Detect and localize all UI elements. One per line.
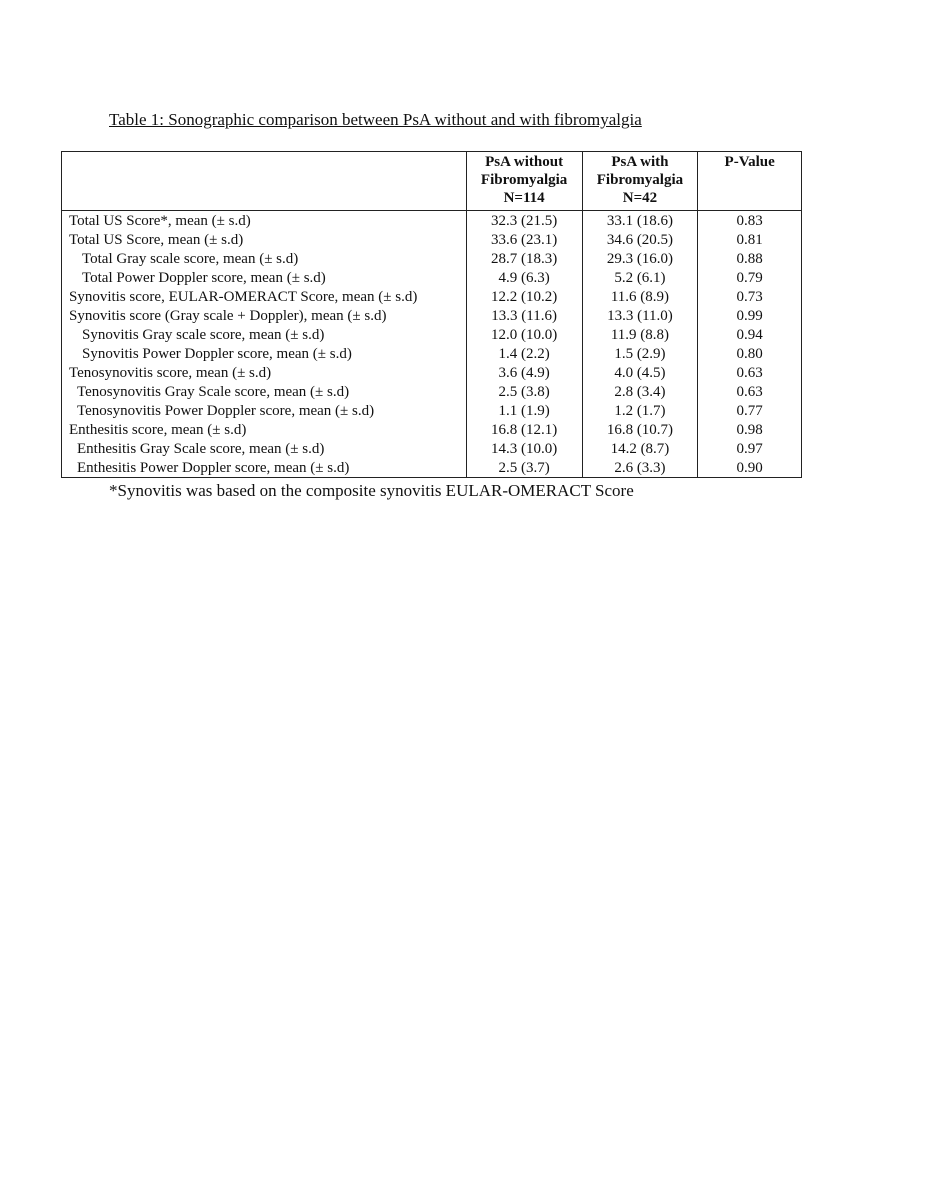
table-row bbox=[62, 306, 802, 325]
value-with: 33.1 (18.6) bbox=[582, 211, 698, 231]
value-without: 2.5 (3.8) bbox=[466, 382, 582, 401]
header-psa-with-line1: PsA with bbox=[611, 154, 669, 170]
row-label: Synovitis Power Doppler score, mean (± s.d) bbox=[62, 344, 467, 363]
p-value: 0.81 bbox=[698, 230, 802, 249]
row-label: Total US Score, mean (± s.d) bbox=[62, 230, 467, 249]
value-with: 1.2 (1.7) bbox=[582, 401, 698, 420]
value-without: 4.9 (6.3) bbox=[466, 268, 582, 287]
row-label: Enthesitis Power Doppler score, mean (± s.d) bbox=[62, 458, 467, 478]
value-without: 2.5 (3.7) bbox=[466, 458, 582, 478]
row-label: Enthesitis score, mean (± s.d) bbox=[62, 420, 467, 439]
p-value: 0.88 bbox=[698, 249, 802, 268]
value-with: 2.6 (3.3) bbox=[582, 458, 698, 478]
table-row bbox=[62, 420, 802, 439]
row-label: Total US Score*, mean (± s.d) bbox=[62, 211, 467, 231]
table-row bbox=[62, 344, 802, 363]
value-without: 14.3 (10.0) bbox=[466, 439, 582, 458]
value-without: 33.6 (23.1) bbox=[466, 230, 582, 249]
row-label: Tenosynovitis Power Doppler score, mean (± s.d) bbox=[62, 401, 467, 420]
table-row bbox=[62, 401, 802, 420]
table-row bbox=[62, 287, 802, 306]
value-with: 34.6 (20.5) bbox=[582, 230, 698, 249]
value-without: 32.3 (21.5) bbox=[466, 211, 582, 231]
value-without: 3.6 (4.9) bbox=[466, 363, 582, 382]
p-value: 0.80 bbox=[698, 344, 802, 363]
value-without: 13.3 (11.6) bbox=[466, 306, 582, 325]
p-value: 0.98 bbox=[698, 420, 802, 439]
value-without: 28.7 (18.3) bbox=[466, 249, 582, 268]
table-row bbox=[62, 382, 802, 401]
value-without: 12.2 (10.2) bbox=[466, 287, 582, 306]
row-label: Total Gray scale score, mean (± s.d) bbox=[62, 249, 467, 268]
p-value: 0.97 bbox=[698, 439, 802, 458]
p-value: 0.83 bbox=[698, 211, 802, 231]
row-label: Synovitis score, EULAR-OMERACT Score, mean (± s.d) bbox=[62, 287, 467, 306]
row-label: Total Power Doppler score, mean (± s.d) bbox=[62, 268, 467, 287]
value-with: 4.0 (4.5) bbox=[582, 363, 698, 382]
row-label: Enthesitis Gray Scale score, mean (± s.d) bbox=[62, 439, 467, 458]
row-label: Synovitis Gray scale score, mean (± s.d) bbox=[62, 325, 467, 344]
table-row bbox=[62, 458, 802, 478]
table-row bbox=[62, 268, 802, 287]
value-with: 13.3 (11.0) bbox=[582, 306, 698, 325]
value-without: 1.4 (2.2) bbox=[466, 344, 582, 363]
p-value: 0.79 bbox=[698, 268, 802, 287]
header-psa-without-line1: PsA without bbox=[485, 154, 564, 170]
data-table bbox=[61, 151, 802, 478]
p-value: 0.63 bbox=[698, 363, 802, 382]
value-with: 1.5 (2.9) bbox=[582, 344, 698, 363]
header-psa-with bbox=[582, 152, 698, 211]
value-with: 16.8 (10.7) bbox=[582, 420, 698, 439]
value-without: 1.1 (1.9) bbox=[466, 401, 582, 420]
header-psa-with-line3: N=42 bbox=[622, 190, 658, 206]
header-psa-without-line2: Fibromyalgia bbox=[480, 172, 568, 188]
row-label: Tenosynovitis score, mean (± s.d) bbox=[62, 363, 467, 382]
value-with: 11.9 (8.8) bbox=[582, 325, 698, 344]
table-row bbox=[62, 211, 802, 231]
value-with: 11.6 (8.9) bbox=[582, 287, 698, 306]
value-with: 14.2 (8.7) bbox=[582, 439, 698, 458]
table-footnote: *Synovitis was based on the composite synovitis EULAR-OMERACT Score bbox=[109, 481, 634, 500]
header-p-value: P-Value bbox=[698, 152, 802, 211]
p-value: 0.99 bbox=[698, 306, 802, 325]
p-value: 0.63 bbox=[698, 382, 802, 401]
table-row bbox=[62, 325, 802, 344]
table-body bbox=[62, 211, 802, 478]
value-with: 29.3 (16.0) bbox=[582, 249, 698, 268]
p-value: 0.94 bbox=[698, 325, 802, 344]
row-label: Tenosynovitis Gray Scale score, mean (± s.d) bbox=[62, 382, 467, 401]
p-value: 0.77 bbox=[698, 401, 802, 420]
table-row bbox=[62, 230, 802, 249]
value-with: 2.8 (3.4) bbox=[582, 382, 698, 401]
value-without: 12.0 (10.0) bbox=[466, 325, 582, 344]
p-value: 0.90 bbox=[698, 458, 802, 478]
value-with: 5.2 (6.1) bbox=[582, 268, 698, 287]
p-value: 0.73 bbox=[698, 287, 802, 306]
header-psa-without-line3: N=114 bbox=[503, 190, 545, 206]
header-blank bbox=[62, 152, 467, 211]
row-label: Synovitis score (Gray scale + Doppler), mean (± s.d) bbox=[62, 306, 467, 325]
table-row bbox=[62, 439, 802, 458]
header-psa-without bbox=[466, 152, 582, 211]
header-psa-with-line2: Fibromyalgia bbox=[596, 172, 684, 188]
table-row bbox=[62, 363, 802, 382]
table-row bbox=[62, 249, 802, 268]
table-header bbox=[62, 152, 802, 211]
value-without: 16.8 (12.1) bbox=[466, 420, 582, 439]
table-caption: Table 1: Sonographic comparison between PsA without and with fibromyalgia bbox=[109, 110, 642, 129]
